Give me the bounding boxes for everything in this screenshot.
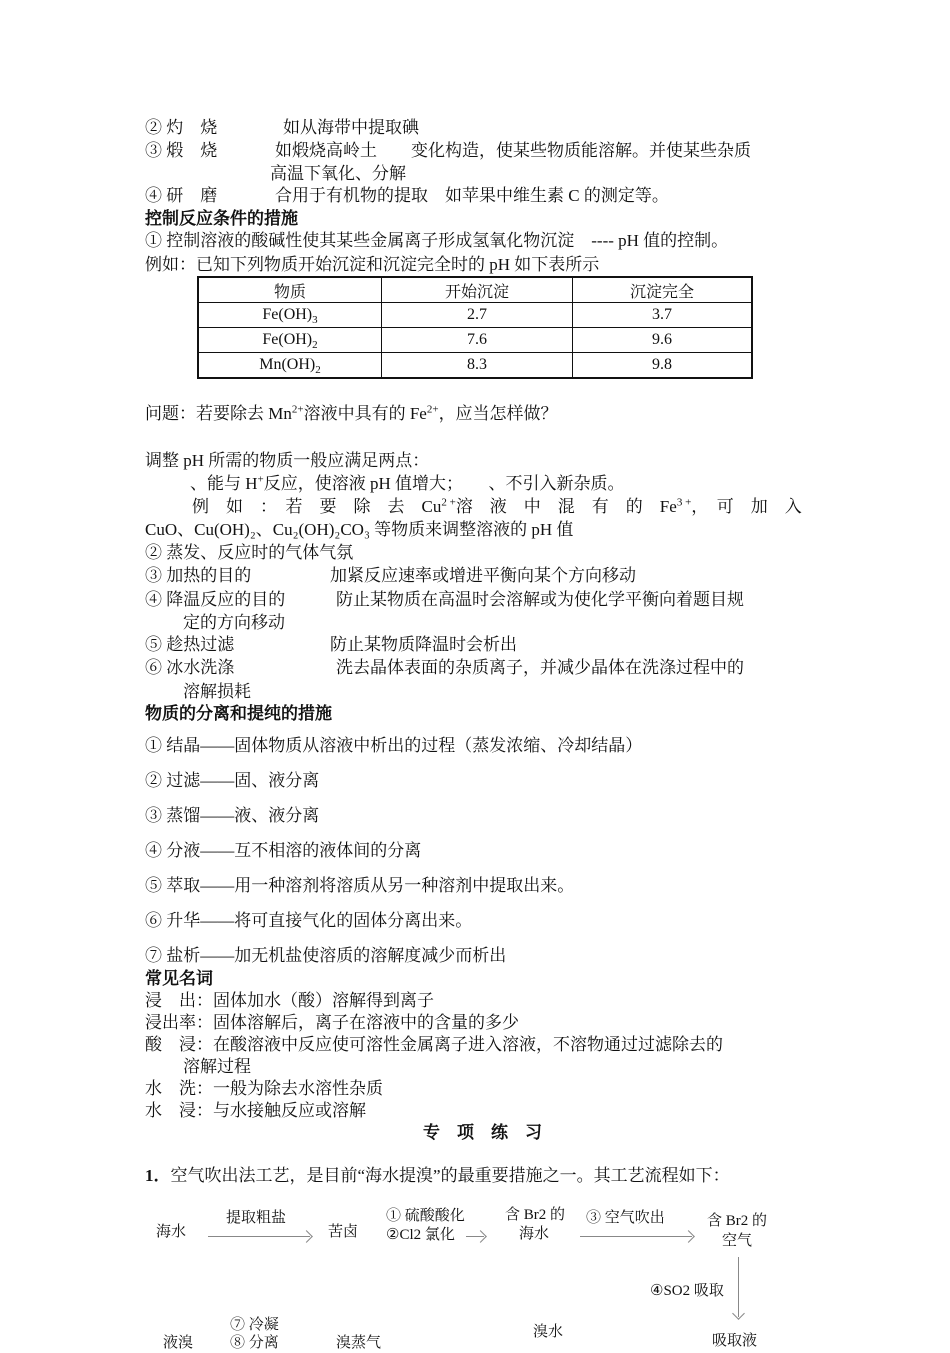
term-def: 在酸溶液中反应使可溶性金属离子进入溶液，不溶物通过过滤除去的 bbox=[213, 1035, 723, 1054]
flow-step-acid2: ②Cl2 氯化 bbox=[386, 1227, 455, 1243]
flow-step-salt: 提取粗盐 bbox=[226, 1210, 287, 1226]
table-header: 沉淀完全 bbox=[573, 277, 753, 303]
flow-br-seawater-1: 含 Br2 的 bbox=[505, 1207, 566, 1223]
term-item bbox=[145, 1034, 723, 1056]
flow-bromine-vapor: 溴蒸气 bbox=[336, 1335, 382, 1351]
adjust-line3 bbox=[192, 496, 804, 518]
question-text: 溶液中具有的 Fe bbox=[303, 404, 427, 423]
condition-cool-desc: 防止某物质在高温时会溶解或为使化学平衡向着题目规 bbox=[336, 590, 744, 609]
question-text: 空气吹出法工艺，是目前“海水提溴”的最重要措施之一。其工艺流程如下： bbox=[170, 1166, 730, 1185]
term-item bbox=[145, 1100, 366, 1122]
flow-arrow-down bbox=[738, 1257, 739, 1317]
term-def: 固体加水（酸）溶解得到离子 bbox=[213, 991, 434, 1010]
op-num: ③ bbox=[145, 141, 162, 160]
term-item bbox=[145, 1012, 519, 1034]
table-cell: 8.3 bbox=[382, 353, 573, 379]
table-row bbox=[198, 328, 752, 353]
adjust-text: 例 如 ： 若 要 除 去 Cu bbox=[192, 497, 442, 516]
table-cell bbox=[198, 328, 382, 353]
list-item: ③ 蒸馏——液、液分离 bbox=[145, 806, 320, 825]
table-cell: 7.6 bbox=[382, 328, 573, 353]
term-label: 酸 浸： bbox=[145, 1035, 213, 1054]
table-cell bbox=[198, 353, 382, 379]
condition-hot-filter: ⑤ 趁热过滤 bbox=[145, 635, 235, 654]
op-grind bbox=[145, 185, 217, 207]
op-burn-desc: 如从海带中提取碘 bbox=[283, 118, 419, 137]
list-item: ⑦ 盐析——加无机盐使溶质的溶解度减少而析出 bbox=[145, 946, 507, 965]
table-cell: 2.7 bbox=[382, 303, 573, 328]
superscript: 2 + bbox=[441, 496, 456, 509]
op-num: ④ bbox=[145, 186, 162, 205]
flow-br-air-2: 空气 bbox=[722, 1233, 753, 1249]
flow-br-air-1: 含 Br2 的 bbox=[707, 1213, 768, 1229]
table-cell: 9.8 bbox=[573, 353, 753, 379]
op-calcine bbox=[145, 140, 217, 162]
flow-arrow-2 bbox=[466, 1236, 484, 1237]
flow-bromine-water: 溴水 bbox=[533, 1324, 564, 1340]
condition-atmosphere: ② 蒸发、反应时的气体气氛 bbox=[145, 543, 354, 562]
separation-heading: 物质的分离和提纯的措施 bbox=[145, 704, 332, 723]
op-num: ② bbox=[145, 118, 162, 137]
flow-arrow-1 bbox=[208, 1236, 310, 1237]
adjust-line1: 调整 pH 所需的物质一般应满足两点： bbox=[145, 451, 430, 470]
term-item bbox=[145, 990, 434, 1012]
term-def: 固体溶解后，离子在溶液中的含量的多少 bbox=[213, 1013, 519, 1032]
table-row bbox=[198, 353, 752, 379]
formula: Fe(OH) bbox=[262, 306, 313, 323]
superscript: + bbox=[257, 473, 264, 486]
control-heading: 控制反应条件的措施 bbox=[145, 209, 298, 228]
question-text: ，应当怎样做？ bbox=[438, 404, 558, 423]
list-item: ① 结晶——固体物质从溶液中析出的过程（蒸发浓缩、冷却结晶） bbox=[145, 736, 643, 755]
terms-heading: 常见名词 bbox=[145, 969, 213, 988]
term-item bbox=[145, 1078, 383, 1100]
condition-heat-desc: 加紧反应速率或增进平衡向某个方向移动 bbox=[330, 566, 636, 585]
condition-cool: ④ 降温反应的目的 bbox=[145, 590, 286, 609]
op-name: 灼 烧 bbox=[166, 118, 218, 137]
ph-table bbox=[197, 276, 753, 379]
term-label: 水 浸： bbox=[145, 1101, 213, 1120]
practice-title: 专 项 练 习 bbox=[423, 1123, 542, 1142]
superscript: 2+ bbox=[291, 403, 304, 416]
flow-arrow-3 bbox=[580, 1236, 692, 1237]
condition-ice-wash-desc: 洗去晶体表面的杂质离子，并减少晶体在洗涤过程中的 bbox=[336, 658, 744, 677]
adjust-text: 溶 液 中 混 有 的 Fe bbox=[455, 497, 677, 516]
list-item: ② 过滤——固、液分离 bbox=[145, 771, 320, 790]
superscript: 2+ bbox=[426, 403, 439, 416]
adjust-line4: CuO、Cu(OH)₂、Cu₂(OH)₂CO₃ 等物质来调整溶液的 pH 值 bbox=[145, 520, 574, 539]
list-item: ④ 分液——互不相溶的液体间的分离 bbox=[145, 841, 422, 860]
table-cell: 9.6 bbox=[573, 328, 753, 353]
flow-bittern: 苦卤 bbox=[328, 1224, 359, 1240]
condition-ice-wash: ⑥ 冰水洗涤 bbox=[145, 658, 235, 677]
table-cell: 3.7 bbox=[573, 303, 753, 328]
term-label: 浸出率： bbox=[145, 1013, 213, 1032]
flow-br-seawater-2: 海水 bbox=[519, 1226, 550, 1242]
formula: Fe(OH) bbox=[262, 331, 313, 348]
list-item: ⑤ 萃取——用一种溶剂将溶质从另一种溶剂中提取出来。 bbox=[145, 876, 575, 895]
flow-step-cond2: ⑧ 分离 bbox=[230, 1335, 279, 1351]
table-cell bbox=[198, 303, 382, 328]
subscript: 2 bbox=[312, 339, 318, 352]
flow-step-acid1: ① 硫酸酸化 bbox=[386, 1208, 465, 1224]
term-label: 水 洗： bbox=[145, 1079, 213, 1098]
superscript: 3 + bbox=[676, 496, 692, 509]
question bbox=[145, 403, 558, 425]
term-label: 浸 出： bbox=[145, 991, 213, 1010]
control-item1: ① 控制溶液的酸碱性使其某些金属离子形成氢氧化物沉淀 ---- pH 值的控制。 bbox=[145, 231, 729, 250]
condition-cool-cont: 定的方向移动 bbox=[183, 613, 285, 632]
formula: Mn(OH) bbox=[259, 356, 316, 373]
term-def: 一般为除去水溶性杂质 bbox=[213, 1079, 383, 1098]
subscript: 3 bbox=[312, 314, 318, 327]
control-example: 例如：已知下列物质开始沉淀和沉淀完全时的 pH 如下表所示 bbox=[145, 255, 600, 274]
table-header-row bbox=[198, 277, 752, 303]
flow-step-air: ③ 空气吹出 bbox=[586, 1210, 665, 1226]
term-def: 与水接触反应或溶解 bbox=[213, 1101, 366, 1120]
flow-liquid-bromine: 液溴 bbox=[163, 1335, 194, 1351]
question-1 bbox=[145, 1165, 730, 1187]
table-header: 开始沉淀 bbox=[382, 277, 573, 303]
flow-step-so2: ④SO2 吸取 bbox=[650, 1283, 724, 1299]
flow-step-cond1: ⑦ 冷凝 bbox=[230, 1317, 279, 1333]
op-burn bbox=[145, 117, 217, 139]
condition-ice-wash-cont: 溶解损耗 bbox=[183, 682, 251, 701]
adjust-line2 bbox=[190, 473, 625, 495]
condition-hot-filter-desc: 防止某物质降温时会析出 bbox=[330, 635, 517, 654]
subscript: 2 bbox=[315, 364, 321, 377]
flow-absorb-liquid: 吸取液 bbox=[712, 1333, 758, 1349]
list-item: ⑥ 升华——将可直接气化的固体分离出来。 bbox=[145, 911, 473, 930]
question-text: 问题：若要除去 Mn bbox=[145, 404, 292, 423]
op-name: 研 磨 bbox=[166, 186, 218, 205]
table-header: 物质 bbox=[198, 277, 382, 303]
op-calcine-desc2: 高温下氧化、分解 bbox=[270, 164, 406, 183]
flow-seawater: 海水 bbox=[156, 1224, 187, 1240]
op-name: 煅 烧 bbox=[166, 141, 218, 160]
condition-heat: ③ 加热的目的 bbox=[145, 566, 252, 585]
adjust-text: 、能与 H bbox=[190, 474, 258, 493]
op-grind-desc: 合用于有机物的提取 如苹果中维生素 C 的测定等。 bbox=[275, 186, 669, 205]
term-cont: 溶解过程 bbox=[183, 1057, 251, 1076]
op-calcine-desc: 如煅烧高岭土 变化构造，使某些物质能溶解。并使某些杂质 bbox=[275, 141, 751, 160]
adjust-text: 反应，使溶液 pH 值增大； 、不引入新杂质。 bbox=[263, 474, 625, 493]
question-number: 1． bbox=[145, 1166, 171, 1185]
adjust-text: ， 可 加 入 bbox=[691, 497, 802, 516]
table-row bbox=[198, 303, 752, 328]
